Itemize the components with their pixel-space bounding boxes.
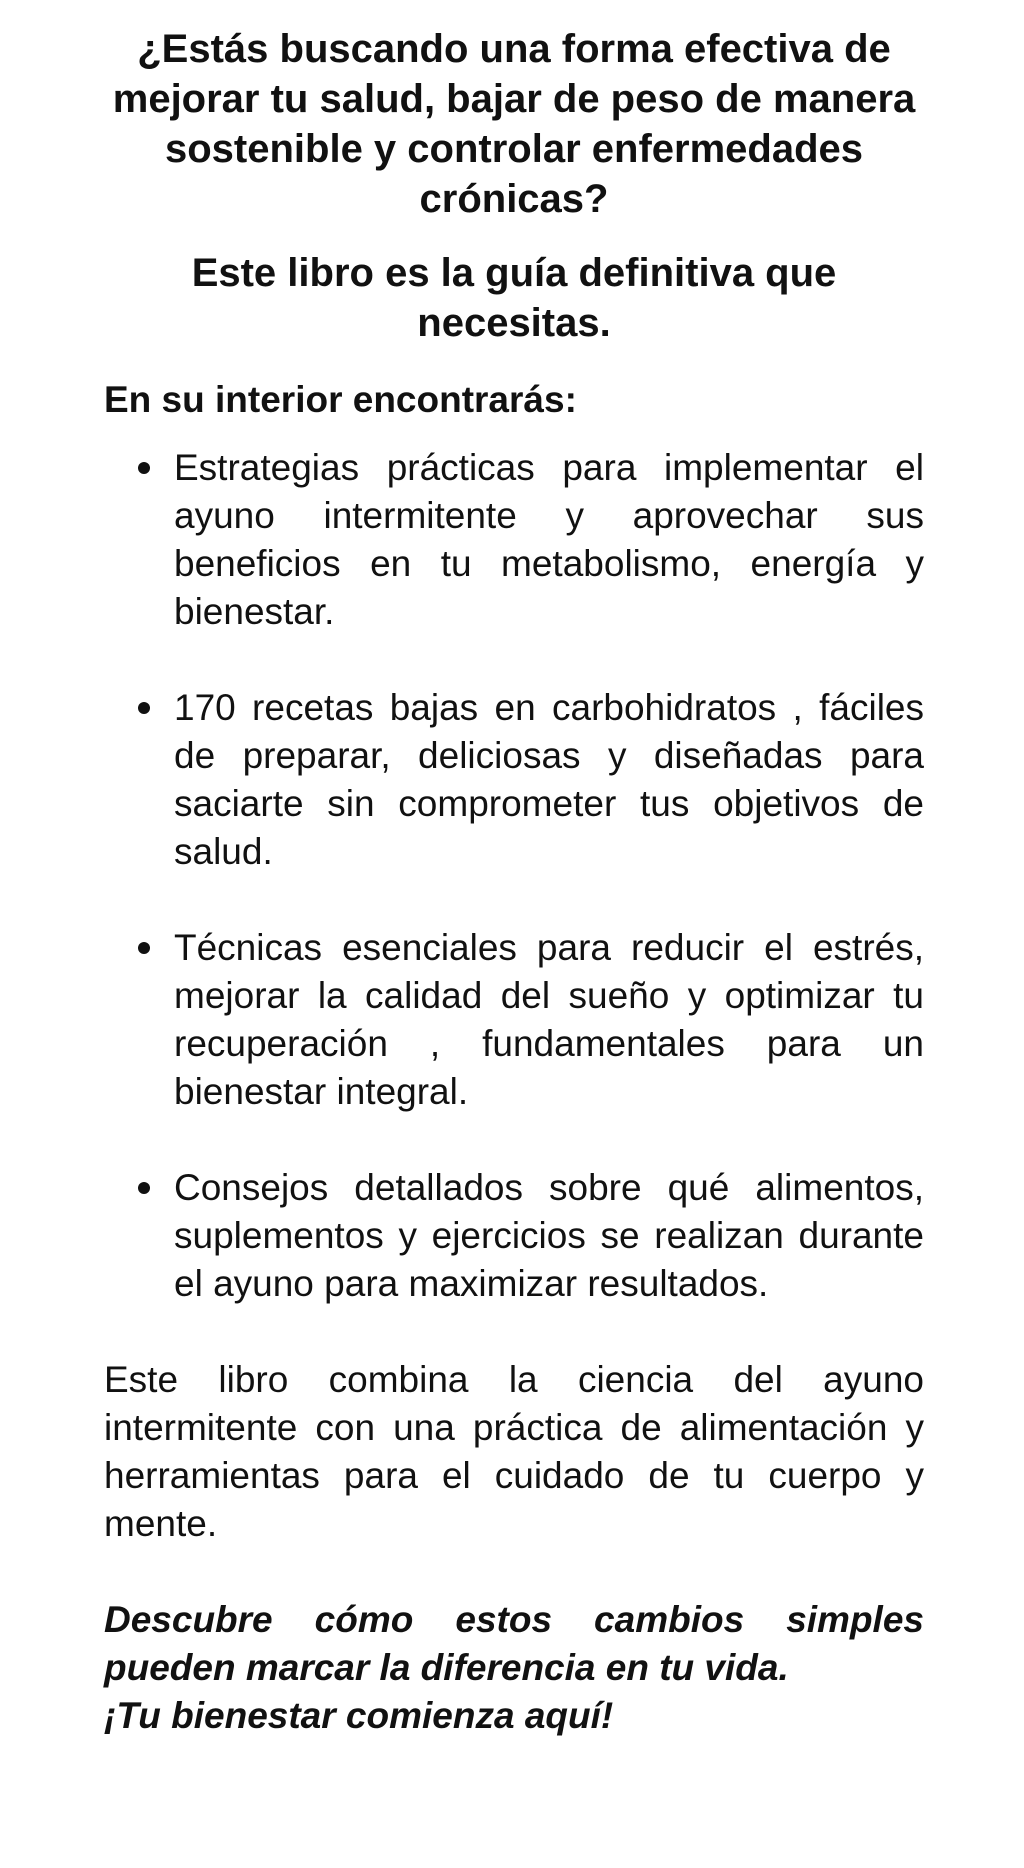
list-item	[104, 444, 924, 636]
feature-text: Consejos detallados sobre qué alimentos, suplementos y ejercicios se realizan durante el ayuno para maximizar resultados.	[174, 1167, 924, 1304]
bullet-icon	[138, 702, 150, 714]
list-item	[104, 924, 924, 1116]
bullet-icon	[138, 462, 150, 474]
subheadline: Este libro es la guía definitiva que necesitas.	[191, 251, 837, 345]
intro-heading: En su interior encontrarás:	[104, 379, 577, 420]
bullet-icon	[138, 1182, 150, 1194]
headline: ¿Estás buscando una forma efectiva de mejorar tu salud, bajar de peso de manera sostenible y controlar enfermedades crónicas?	[112, 27, 916, 221]
bullet-icon	[138, 942, 150, 954]
feature-text: Técnicas esenciales para reducir el estrés, mejorar la calidad del sueño y optimizar tu recuperación , fundamentales para un bienestar integral.	[174, 927, 924, 1112]
feature-text: Estrategias prácticas para implementar el ayuno intermitente y aprovechar sus beneficios en tu metabolismo, energía y bienestar.	[174, 447, 924, 632]
cta-line-2: pueden marcar la diferencia en tu vida.	[104, 1647, 789, 1688]
cta-line-1: Descubre cómo estos cambios simples	[104, 1599, 924, 1640]
list-item	[104, 684, 924, 876]
list-item	[104, 1164, 924, 1308]
cta-line-3: ¡Tu bienestar comienza aquí!	[104, 1695, 614, 1736]
feature-text: 170 recetas bajas en carbohidratos , fáciles de preparar, deliciosas y diseñadas para saciarte sin comprometer tus objetivos de salud.	[174, 687, 924, 872]
call-to-action	[104, 1596, 924, 1740]
feature-list	[104, 444, 924, 1308]
closing-paragraph: Este libro combina la ciencia del ayuno intermitente con una práctica de alimentación y herramientas para el cuidado de tu cuerpo y mente.	[104, 1359, 924, 1544]
